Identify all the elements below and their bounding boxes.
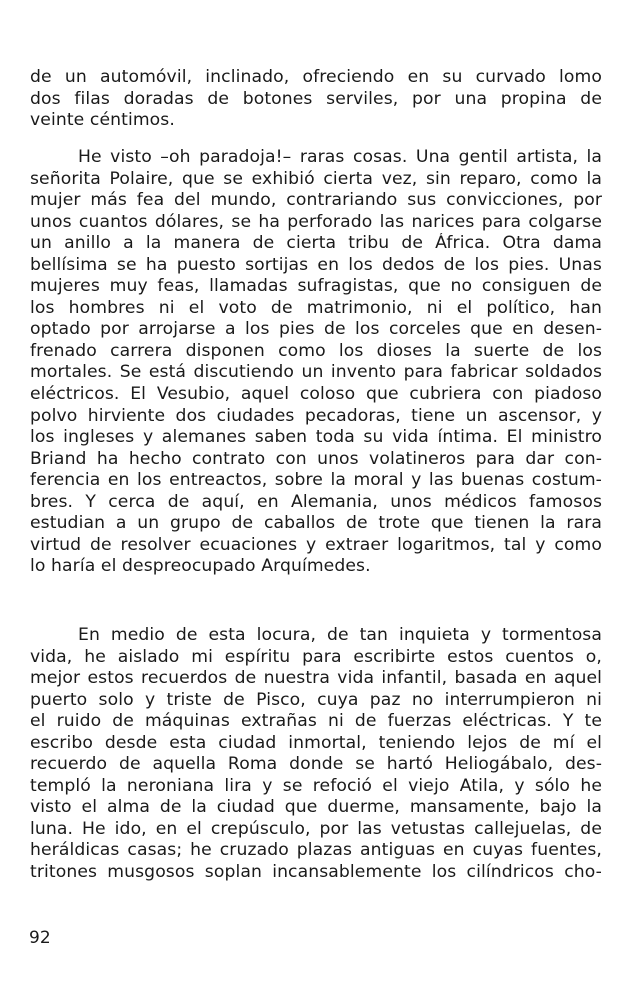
page-number: 92: [29, 928, 51, 948]
text-line: mejor estos recuerdos de nuestra vida infantil, basada en aquel: [30, 668, 602, 689]
text-line: escribo desde esta ciudad inmortal, teniendo lejos de mí el: [30, 732, 602, 753]
text-line: templó la neroniana lira y se refoció el viejo Atila, y sólo he: [30, 775, 602, 796]
text-line: de un automóvil, inclinado, ofreciendo en su curvado lomo: [30, 67, 602, 87]
text-line: heráldicas casas; he cruzado plazas antiguas en cuyas fuentes,: [30, 840, 602, 861]
text-line: mortales. Se está discutiendo un invento para fabricar soldados: [30, 362, 602, 383]
text-line: dos filas doradas de botones serviles, por una propina de: [30, 88, 602, 109]
text-line: bres. Y cerca de aquí, en Alemania, unos médicos famosos: [30, 491, 602, 512]
text-line: eléctricos. El Vesubio, aquel coloso que cubriera con piadoso: [30, 384, 602, 405]
text-line: estudian a un grupo de caballos de trote que tienen la rara: [30, 513, 602, 534]
paragraph-2: [30, 147, 602, 578]
text-line: virtud de resolver ecuaciones y extraer logaritmos, tal y como: [30, 534, 602, 555]
text-line: un anillo a la manera de cierta tribu de África. Otra dama: [30, 233, 602, 254]
text-line: veinte céntimos.: [30, 110, 175, 131]
text-line: unos cuantos dólares, se ha perforado las narices para colgarse: [30, 211, 602, 232]
text-line: recuerdo de aquella Roma donde se hartó Heliogábalo, des-: [30, 754, 602, 775]
text-line: vida, he aislado mi espíritu para escribirte estos cuentos o,: [30, 646, 602, 667]
text-line: En medio de esta locura, de tan inquieta y tormentosa: [78, 625, 602, 645]
text-line: Briand ha hecho contrato con unos volatineros para dar con-: [30, 448, 602, 469]
text-line: señorita Polaire, que se exhibió cierta vez, sin reparo, como la: [30, 168, 602, 189]
text-line: luna. He ido, en el crepúsculo, por las vetustas callejuelas, de: [30, 818, 602, 839]
text-line: los hombres ni el voto de matrimonio, ni el político, han: [30, 297, 602, 318]
text-line: frenado carrera disponen como los dioses la suerte de los: [30, 340, 602, 361]
text-line: ferencia en los entreactos, sobre la moral y las buenas costum-: [30, 470, 602, 491]
text-line: el ruido de máquinas extrañas ni de fuerzas eléctricas. Y te: [30, 711, 602, 732]
paragraph-3: [30, 625, 602, 884]
text-line: He visto –oh paradoja!– raras cosas. Una gentil artista, la: [78, 147, 602, 167]
text-line: mujeres muy feas, llamadas sufragistas, que no consiguen de: [30, 276, 602, 297]
text-line: puerto solo y triste de Pisco, cuya paz no interrumpieron ni: [30, 689, 602, 710]
text-line: mujer más fea del mundo, contrariando sus convicciones, por: [30, 190, 602, 211]
text-line: visto el alma de la ciudad que duerme, mansamente, bajo la: [30, 797, 602, 818]
text-line: los ingleses y alemanes saben toda su vida íntima. El ministro: [30, 427, 602, 448]
text-line: bellísima se ha puesto sortijas en los dedos de los pies. Unas: [30, 254, 602, 275]
text-line: polvo hirviente dos ciudades pecadoras, tiene un ascensor, y: [30, 405, 602, 426]
paragraph-1: [30, 67, 602, 132]
text-line: optado por arrojarse a los pies de los corceles que en desen-: [30, 319, 602, 340]
text-line: tritones musgosos soplan incansablemente los cilíndricos cho-: [30, 862, 602, 883]
text-line: lo haría el despreocupado Arquímedes.: [30, 556, 371, 577]
